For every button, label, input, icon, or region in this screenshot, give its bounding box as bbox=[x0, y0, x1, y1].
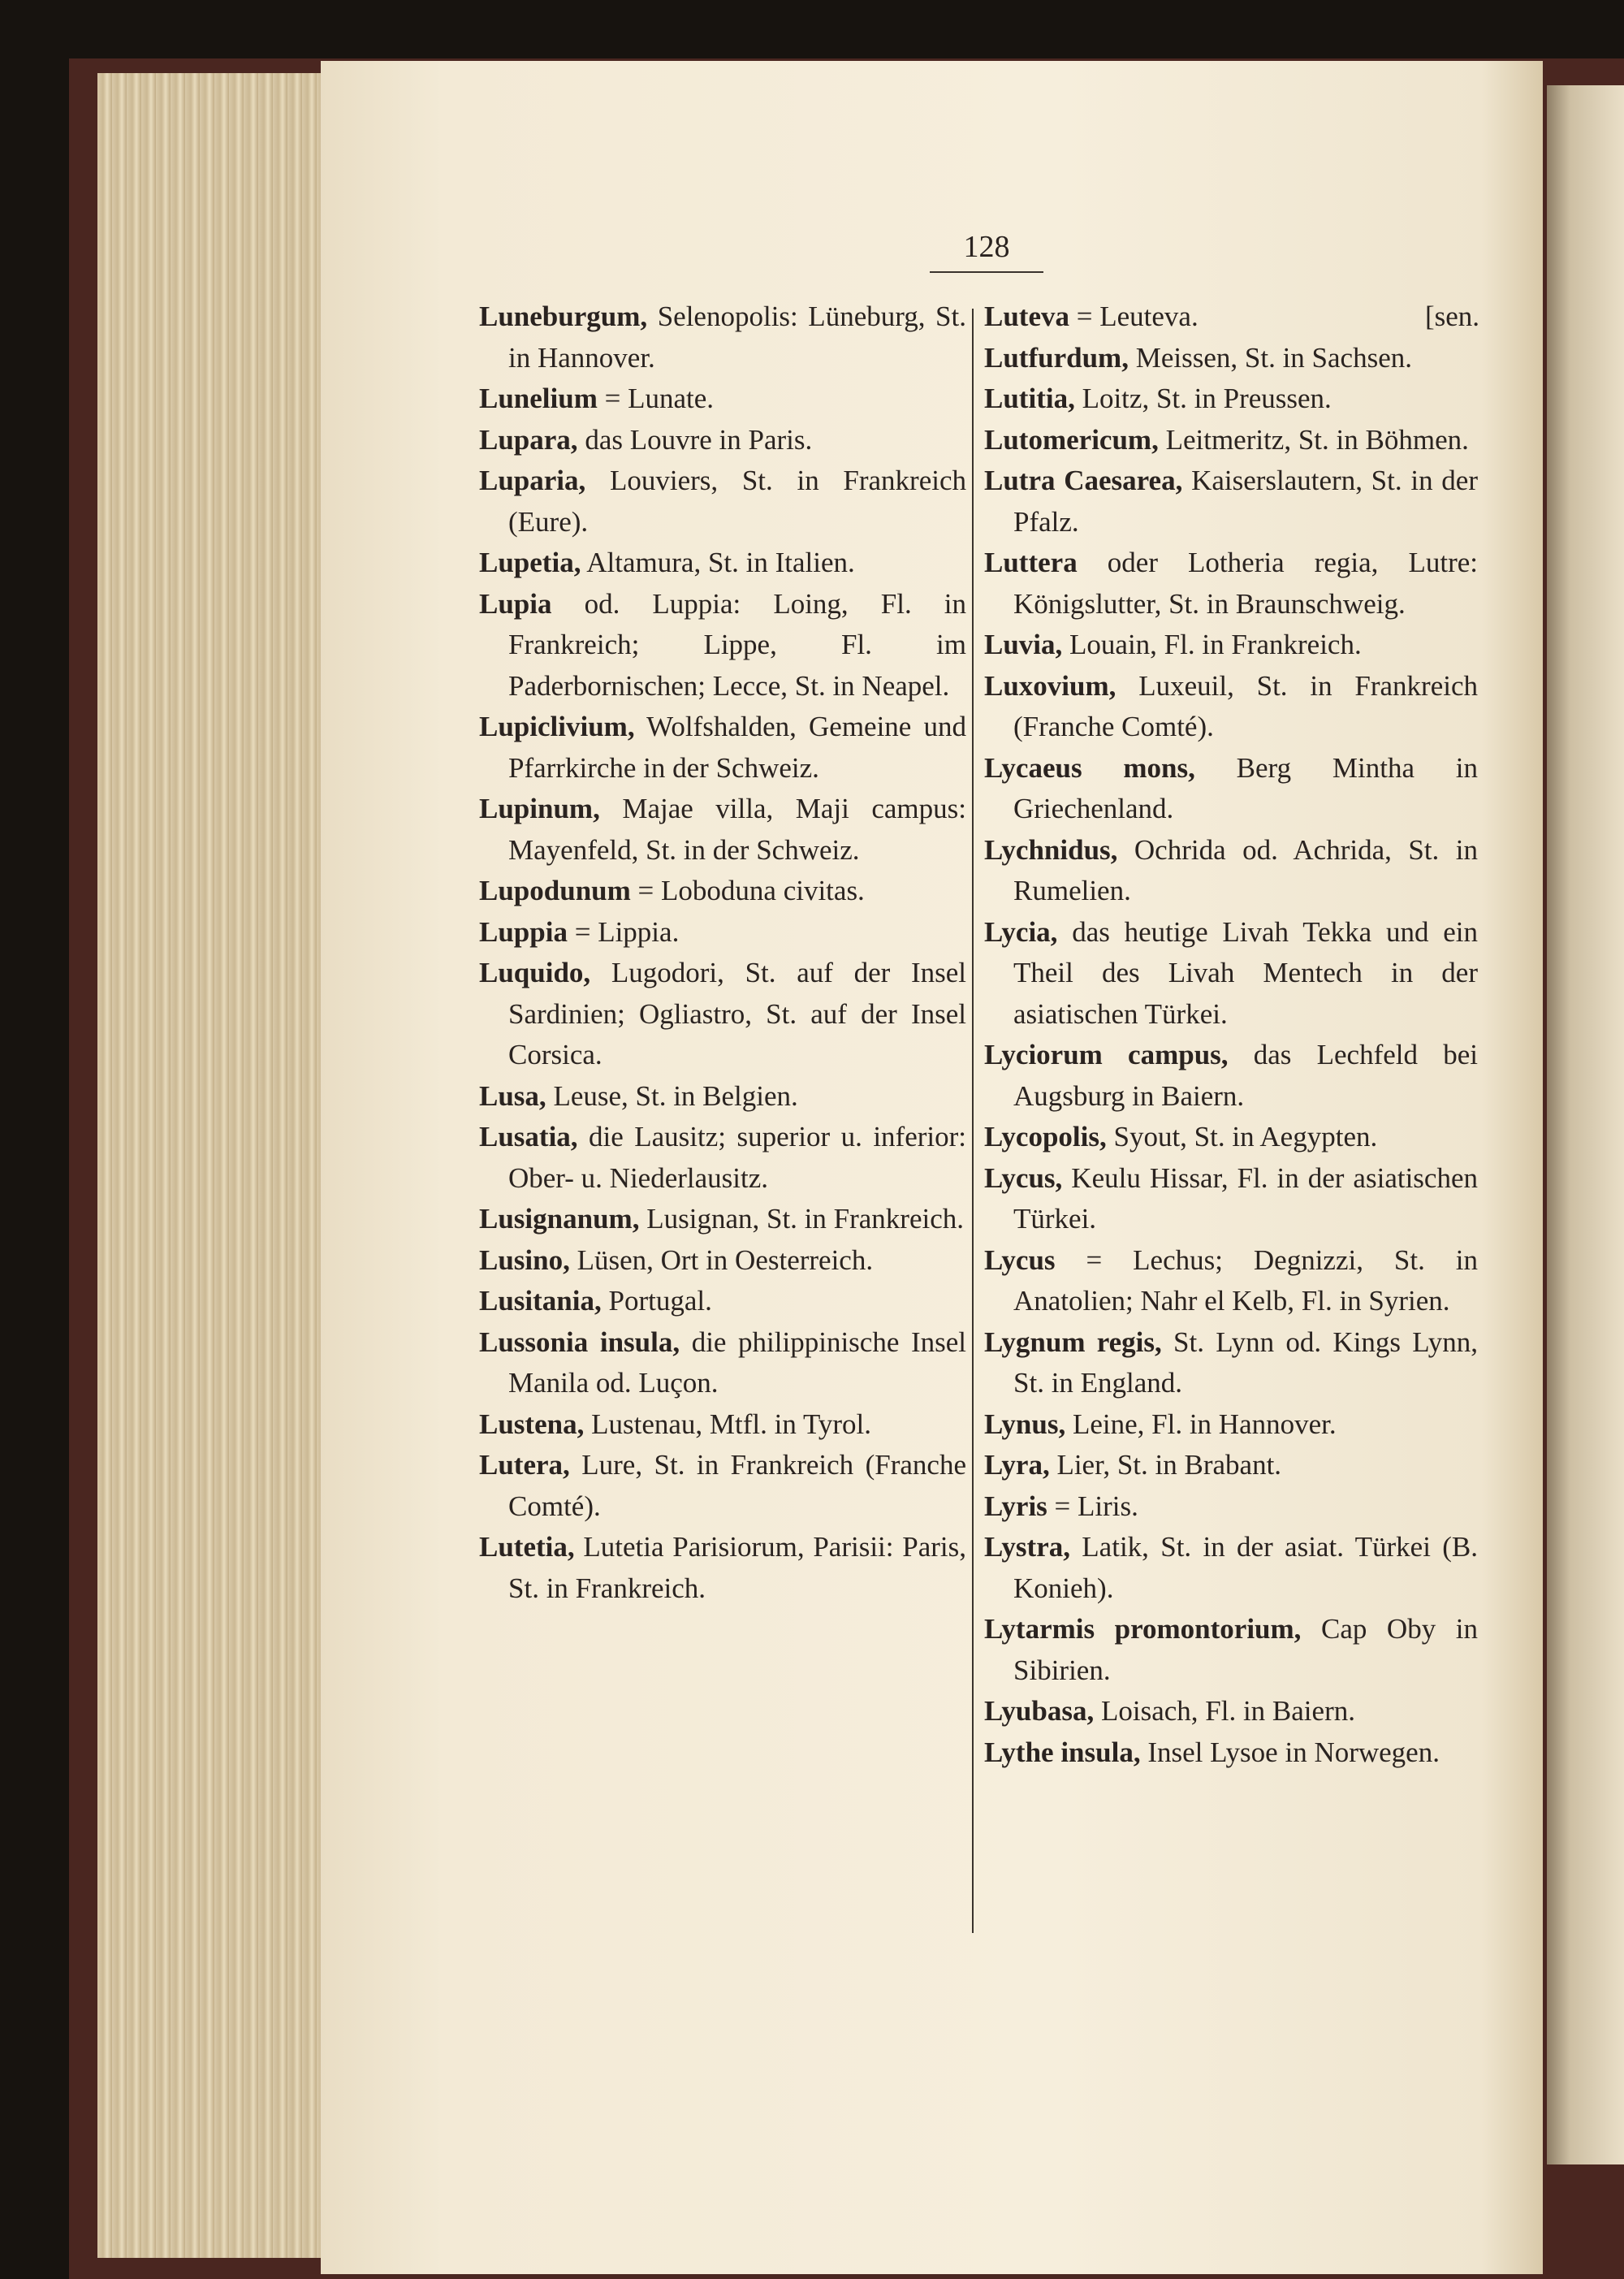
dictionary-entry bbox=[984, 1158, 1478, 1240]
dictionary-entry bbox=[479, 871, 966, 912]
entry-text: Lustenau, Mtfl. in Tyrol. bbox=[584, 1408, 872, 1440]
dictionary-entry bbox=[984, 625, 1478, 666]
entry-text: Majae villa, Maji campus: Mayenfeld, St. in der Schweiz. bbox=[508, 793, 966, 866]
dictionary-entry bbox=[479, 1322, 966, 1404]
dictionary-entry bbox=[984, 1486, 1478, 1528]
entry-text: Leine, Fl. in Hannover. bbox=[1065, 1408, 1337, 1440]
entry-text: das Lechfeld bei Augsburg in Baiern. bbox=[1013, 1039, 1478, 1112]
dictionary-entry bbox=[984, 1527, 1478, 1609]
entry-text: das Louvre in Paris. bbox=[577, 423, 813, 456]
entry-text: = Leuteva. bbox=[1069, 301, 1199, 332]
entry-headword: Lustena, bbox=[479, 1408, 585, 1440]
entry-text: Luxeuil, St. in Frankreich (Franche Comté). bbox=[1013, 669, 1478, 742]
entry-headword: Lupinum, bbox=[479, 793, 600, 824]
dictionary-entry bbox=[984, 830, 1478, 912]
dictionary-entry bbox=[479, 1445, 966, 1527]
dictionary-entry bbox=[984, 1240, 1478, 1322]
dictionary-entry bbox=[479, 461, 966, 543]
entry-text: Syout, St. in Aegypten. bbox=[1106, 1121, 1378, 1152]
entry-text: Kaiserslautern, St. in der Pfalz. bbox=[1013, 465, 1478, 538]
entry-text: Selenopolis: Lüneburg, St. in Hannover. bbox=[508, 301, 966, 374]
entry-text: oder Lotheria regia, Lutre: Königslutter, St. in Braunschweig. bbox=[1013, 547, 1478, 620]
entry-text: = Loboduna civitas. bbox=[630, 875, 865, 906]
entry-headword: Lusitania, bbox=[479, 1285, 602, 1317]
entry-headword: Luneburgum, bbox=[479, 301, 648, 332]
entry-text: = Lippia. bbox=[567, 915, 680, 948]
dictionary-entry bbox=[479, 1404, 966, 1446]
entry-text: das heutige Livah Tekka und ein Theil des Livah Mentech in der asiatischen Türkei. bbox=[1013, 915, 1478, 1030]
dictionary-entry bbox=[984, 1691, 1478, 1732]
entry-text: Berg Mintha in Griechenland. bbox=[1013, 751, 1479, 824]
dictionary-entry bbox=[479, 1527, 966, 1609]
entry-text: die philippinische Insel Manila od. Luçon. bbox=[508, 1325, 966, 1399]
entry-headword: Lupia bbox=[479, 587, 552, 620]
dictionary-entry bbox=[479, 420, 966, 461]
entry-headword: Lycus bbox=[984, 1243, 1056, 1276]
entry-headword: Lythe insula, bbox=[984, 1736, 1141, 1768]
dictionary-entry bbox=[479, 543, 966, 584]
entry-text: die Lausitz; superior u. inferior: Ober- u. Niederlausitz. bbox=[508, 1121, 966, 1194]
dictionary-entry bbox=[984, 461, 1478, 543]
entry-text: St. Lynn od. Kings Lynn, St. in England. bbox=[1013, 1325, 1478, 1399]
dictionary-entry bbox=[479, 1076, 966, 1118]
corner-note: [sen. bbox=[1425, 301, 1480, 332]
entry-text: Lier, St. in Brabant. bbox=[1049, 1449, 1282, 1481]
entry-headword: Lupara, bbox=[479, 423, 578, 456]
entry-text: Portugal. bbox=[601, 1285, 712, 1317]
entry-text: Altamura, St. in Italien. bbox=[581, 547, 855, 578]
dictionary-entry bbox=[479, 707, 966, 789]
page-number: 128 bbox=[930, 229, 1043, 273]
dictionary-entry bbox=[479, 789, 966, 871]
entry-text: Lusignan, St. in Frankreich. bbox=[639, 1203, 964, 1235]
dictionary-entry bbox=[984, 1404, 1478, 1446]
entry-headword: Lutomericum, bbox=[984, 423, 1159, 456]
entry-headword: Luparia, bbox=[479, 465, 586, 496]
entry-text: Latik, St. in der asiat. Türkei (B. Konieh). bbox=[1013, 1531, 1478, 1604]
entry-headword: Luquido, bbox=[479, 957, 591, 988]
entry-headword: Lygnum regis, bbox=[984, 1325, 1162, 1358]
dictionary-entry bbox=[479, 1117, 966, 1199]
entry-headword: Lutitia, bbox=[984, 383, 1075, 414]
entry-headword: Lychnidus, bbox=[984, 833, 1118, 866]
dictionary-entry bbox=[984, 1445, 1478, 1486]
dictionary-entry bbox=[479, 378, 966, 420]
entry-text: Loitz, St. in Preussen. bbox=[1074, 383, 1332, 414]
column-divider bbox=[972, 309, 974, 1933]
entry-headword: Lusatia, bbox=[479, 1121, 578, 1152]
entry-text: Lüsen, Ort in Oesterreich. bbox=[569, 1243, 874, 1276]
entry-headword: Lyubasa, bbox=[984, 1695, 1095, 1727]
entry-headword: Luttera bbox=[984, 547, 1078, 578]
entry-headword: Lyris bbox=[984, 1490, 1047, 1522]
entry-headword: Lupetia, bbox=[479, 547, 581, 578]
entry-headword: Lusino, bbox=[479, 1243, 570, 1276]
dictionary-entry bbox=[984, 378, 1478, 420]
entry-headword: Lycaeus mons, bbox=[984, 751, 1195, 784]
entry-headword: Lupodunum bbox=[479, 875, 631, 906]
dictionary-entry bbox=[479, 1240, 966, 1282]
entry-headword: Lutra Caesarea, bbox=[984, 465, 1183, 496]
entry-text: Loisach, Fl. in Baiern. bbox=[1094, 1695, 1355, 1727]
entry-headword: Lutfurdum, bbox=[984, 341, 1129, 374]
entry-headword: Lyciorum campus, bbox=[984, 1039, 1229, 1070]
entry-headword: Lupiclivium, bbox=[479, 711, 635, 742]
entry-text: Insel Lysoe in Norwegen. bbox=[1140, 1736, 1440, 1768]
entry-headword: Lusa, bbox=[479, 1079, 546, 1112]
entry-text: = Lechus; Degnizzi, St. in Anatolien; Nahr el Kelb, Fl. in Syrien. bbox=[1013, 1243, 1478, 1317]
dictionary-entry bbox=[984, 1732, 1478, 1774]
right-column bbox=[984, 296, 1478, 1773]
entry-text: Meissen, St. in Sachsen. bbox=[1128, 341, 1412, 374]
entry-text: Louain, Fl. in Frankreich. bbox=[1062, 629, 1362, 660]
dictionary-entry bbox=[479, 584, 966, 707]
entry-text: od. Luppia: Loing, Fl. in Frankreich; Lippe, Fl. im Paderbornischen; Lecce, St. in Neapel. bbox=[508, 587, 966, 702]
page-edges bbox=[97, 73, 333, 2258]
entry-text: Cap Oby in Sibirien. bbox=[1013, 1613, 1478, 1686]
entry-headword: Lutera, bbox=[479, 1449, 570, 1481]
entry-text: Lugodori, St. auf der Insel Sardinien; Ogliastro, St. auf der Insel Corsica. bbox=[508, 957, 966, 1070]
dictionary-entry bbox=[479, 912, 966, 954]
left-column bbox=[479, 296, 966, 1609]
dictionary-entry bbox=[984, 296, 1478, 338]
dictionary-entry bbox=[984, 666, 1478, 748]
entry-text: Leitmeritz, St. in Böhmen. bbox=[1158, 423, 1469, 456]
entry-text: Leuse, St. in Belgien. bbox=[546, 1079, 798, 1112]
entry-text: Louviers, St. in Frankreich (Eure). bbox=[508, 465, 966, 538]
entry-headword: Lycus, bbox=[984, 1161, 1063, 1194]
facing-page-edge bbox=[1547, 85, 1624, 2164]
dictionary-entry bbox=[984, 1035, 1478, 1117]
entry-text: = Liris. bbox=[1047, 1490, 1138, 1522]
entry-headword: Lycopolis, bbox=[984, 1121, 1107, 1152]
dictionary-entry bbox=[984, 1322, 1478, 1404]
entry-headword: Lystra, bbox=[984, 1531, 1070, 1563]
entry-text: Keulu Hissar, Fl. in der asiatischen Türkei. bbox=[1013, 1161, 1478, 1235]
entry-headword: Lytarmis promontorium, bbox=[984, 1613, 1302, 1645]
entry-headword: Luppia bbox=[479, 915, 568, 948]
entry-headword: Lutetia, bbox=[479, 1531, 575, 1563]
entry-headword: Lyra, bbox=[984, 1449, 1050, 1481]
dictionary-entry bbox=[984, 543, 1478, 625]
entry-text: Ochrida od. Achrida, St. in Rumelien. bbox=[1013, 833, 1478, 906]
dictionary-entry bbox=[479, 1199, 966, 1240]
dictionary-entry bbox=[984, 1609, 1478, 1691]
entry-headword: Lusignanum, bbox=[479, 1203, 640, 1235]
dictionary-entry bbox=[479, 953, 966, 1076]
entry-text: Lure, St. in Frankreich (Franche Comté). bbox=[508, 1449, 966, 1522]
entry-headword: Lussonia insula, bbox=[479, 1325, 680, 1358]
entry-text: Lutetia Parisiorum, Parisii: Paris, St. in Frankreich. bbox=[508, 1531, 966, 1604]
dictionary-entry bbox=[984, 748, 1478, 830]
dictionary-entry bbox=[984, 912, 1478, 1036]
entry-headword: Luvia, bbox=[984, 629, 1063, 660]
entry-headword: Luxovium, bbox=[984, 669, 1116, 702]
dictionary-entry bbox=[984, 420, 1478, 461]
dictionary-entry bbox=[984, 338, 1478, 379]
entry-headword: Lynus, bbox=[984, 1408, 1066, 1440]
entry-text: Wolfshalden, Gemeine und Pfarrkirche in der Schweiz. bbox=[508, 711, 966, 784]
entry-headword: Lycia, bbox=[984, 915, 1058, 948]
entry-headword: Lunelium bbox=[479, 383, 598, 414]
entry-headword: Luteva bbox=[984, 301, 1069, 332]
dictionary-entry bbox=[984, 1117, 1478, 1158]
dictionary-entry bbox=[479, 296, 966, 378]
dictionary-entry bbox=[479, 1281, 966, 1322]
entry-text: = Lunate. bbox=[597, 383, 715, 414]
